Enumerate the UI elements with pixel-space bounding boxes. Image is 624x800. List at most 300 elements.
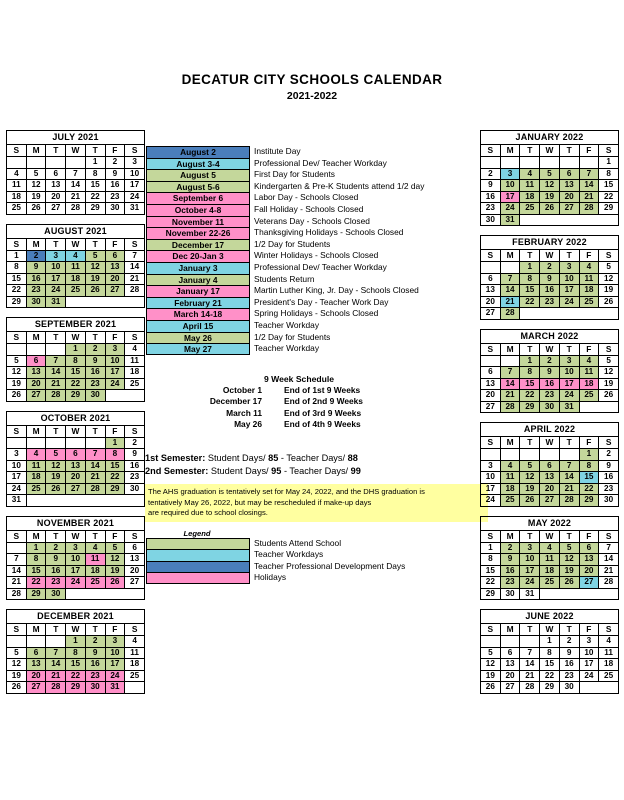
week-row xyxy=(481,355,619,367)
day-cell: 11 xyxy=(66,262,86,274)
day-cell: 10 xyxy=(105,647,125,659)
key-date-swatch: May 26 xyxy=(146,332,250,344)
day-cell: 1 xyxy=(105,437,125,449)
day-cell: 6 xyxy=(481,273,501,285)
week-row xyxy=(481,214,619,226)
legend-row xyxy=(146,538,480,550)
key-date-swatch: December 17 xyxy=(146,239,250,251)
day-of-week-header: S xyxy=(7,425,27,437)
day-cell: 3 xyxy=(500,168,520,180)
day-cell: 21 xyxy=(46,670,66,682)
day-cell: 20 xyxy=(500,670,520,682)
center-column xyxy=(146,130,480,584)
key-date-swatch: January 4 xyxy=(146,274,250,286)
day-cell: 14 xyxy=(559,472,579,484)
day-of-week-header: S xyxy=(481,437,501,449)
key-date-swatch: November 11 xyxy=(146,216,250,228)
empty-day-cell xyxy=(520,308,540,320)
day-of-week-header: S xyxy=(481,624,501,636)
day-cell: 8 xyxy=(85,168,105,180)
empty-day-cell xyxy=(7,437,27,449)
day-cell: 23 xyxy=(559,670,579,682)
week-row xyxy=(7,168,145,180)
empty-day-cell xyxy=(46,157,66,169)
day-cell: 22 xyxy=(540,670,560,682)
legend-row xyxy=(146,549,480,561)
week-row xyxy=(7,285,145,297)
empty-day-cell xyxy=(85,437,105,449)
day-cell: 26 xyxy=(481,682,501,694)
day-cell: 11 xyxy=(26,460,46,472)
day-cell: 4 xyxy=(599,636,619,648)
day-cell: 18 xyxy=(125,659,145,671)
day-cell: 2 xyxy=(85,636,105,648)
day-of-week-header: M xyxy=(26,145,46,157)
day-cell: 24 xyxy=(7,483,27,495)
day-cell: 13 xyxy=(26,367,46,379)
day-cell: 4 xyxy=(26,449,46,461)
day-cell: 1 xyxy=(520,355,540,367)
day-cell: 3 xyxy=(559,262,579,274)
day-cell: 12 xyxy=(85,262,105,274)
day-cell: 24 xyxy=(125,191,145,203)
day-cell: 9 xyxy=(500,554,520,566)
day-of-week-header: T xyxy=(46,530,66,542)
day-cell: 19 xyxy=(105,565,125,577)
day-cell: 9 xyxy=(540,367,560,379)
legend-color-swatch xyxy=(146,572,250,584)
day-of-week-header: S xyxy=(7,530,27,542)
day-cell: 5 xyxy=(105,542,125,554)
day-cell: 2 xyxy=(599,449,619,461)
day-cell: 5 xyxy=(540,168,560,180)
day-cell: 22 xyxy=(481,577,501,589)
day-cell: 27 xyxy=(579,577,599,589)
day-cell: 24 xyxy=(500,203,520,215)
day-cell: 12 xyxy=(599,367,619,379)
day-of-week-header: T xyxy=(85,624,105,636)
day-cell: 12 xyxy=(540,180,560,192)
day-cell: 16 xyxy=(559,659,579,671)
day-of-week-header: W xyxy=(540,250,560,262)
day-cell: 3 xyxy=(520,542,540,554)
day-cell: 30 xyxy=(85,682,105,694)
day-cell: 28 xyxy=(85,483,105,495)
day-of-week-header: S xyxy=(125,332,145,344)
day-cell: 24 xyxy=(559,390,579,402)
day-cell: 19 xyxy=(46,472,66,484)
day-of-week-header: M xyxy=(26,530,46,542)
day-cell: 2 xyxy=(46,542,66,554)
empty-day-cell xyxy=(520,636,540,648)
day-of-week-header: T xyxy=(85,145,105,157)
day-cell: 6 xyxy=(540,460,560,472)
key-description: Thanksgiving Holidays - Schools Closed xyxy=(254,227,404,238)
day-cell: 11 xyxy=(125,355,145,367)
empty-day-cell xyxy=(579,157,599,169)
day-cell: 5 xyxy=(481,647,501,659)
day-of-week-header: W xyxy=(540,145,560,157)
day-of-week-header: S xyxy=(125,145,145,157)
day-cell: 23 xyxy=(125,472,145,484)
day-cell: 11 xyxy=(500,472,520,484)
key-row xyxy=(146,181,480,193)
empty-day-cell xyxy=(579,682,599,694)
legend-label: Legend xyxy=(183,528,211,538)
day-of-week-header: F xyxy=(105,624,125,636)
nine-week-rows xyxy=(146,385,480,431)
day-cell: 1 xyxy=(26,542,46,554)
week-row xyxy=(7,682,145,694)
nine-week-description: End of 4th 9 Weeks xyxy=(284,418,361,429)
day-cell: 30 xyxy=(105,203,125,215)
day-cell: 30 xyxy=(481,214,501,226)
day-of-week-header: F xyxy=(105,145,125,157)
day-cell: 1 xyxy=(540,636,560,648)
legend-color-swatch xyxy=(146,538,250,550)
day-cell: 4 xyxy=(579,262,599,274)
day-cell: 5 xyxy=(26,168,46,180)
week-row xyxy=(481,367,619,379)
day-cell: 6 xyxy=(66,449,86,461)
day-of-week-header: T xyxy=(559,437,579,449)
day-cell: 26 xyxy=(7,682,27,694)
day-cell: 25 xyxy=(26,483,46,495)
semester-teacher-days: 88 xyxy=(347,453,358,464)
empty-day-cell xyxy=(540,588,560,600)
day-cell: 28 xyxy=(66,203,86,215)
day-cell: 13 xyxy=(579,554,599,566)
day-cell: 6 xyxy=(481,367,501,379)
key-date-swatch: April 15 xyxy=(146,320,250,332)
day-of-week-header: S xyxy=(599,530,619,542)
day-cell: 5 xyxy=(7,355,27,367)
day-cell: 20 xyxy=(540,483,560,495)
empty-day-cell xyxy=(520,214,540,226)
day-cell: 25 xyxy=(125,378,145,390)
week-row xyxy=(481,203,619,215)
day-cell: 11 xyxy=(7,180,27,192)
legend-box xyxy=(146,529,480,584)
empty-day-cell xyxy=(500,636,520,648)
day-cell: 31 xyxy=(105,682,125,694)
empty-day-cell xyxy=(26,636,46,648)
key-row xyxy=(146,297,480,309)
key-row xyxy=(146,285,480,297)
empty-day-cell xyxy=(46,344,66,356)
day-cell: 9 xyxy=(540,273,560,285)
day-cell: 26 xyxy=(105,577,125,589)
legend-description: Teacher Workdays xyxy=(254,549,324,560)
nine-week-description: End of 1st 9 Weeks xyxy=(284,384,361,395)
semester-label: 1st Semester: xyxy=(145,453,206,464)
day-cell: 27 xyxy=(105,285,125,297)
day-of-week-header: F xyxy=(105,425,125,437)
empty-day-cell xyxy=(559,157,579,169)
nine-week-date: December 17 xyxy=(209,396,262,407)
day-cell: 18 xyxy=(66,273,86,285)
day-cell: 30 xyxy=(125,483,145,495)
day-cell: 27 xyxy=(559,203,579,215)
day-cell: 17 xyxy=(7,472,27,484)
empty-day-cell xyxy=(46,437,66,449)
day-cell: 15 xyxy=(481,565,501,577)
week-row xyxy=(481,542,619,554)
day-cell: 17 xyxy=(579,659,599,671)
day-cell: 7 xyxy=(46,355,66,367)
key-date-swatch: November 22-26 xyxy=(146,227,250,239)
day-cell: 28 xyxy=(559,495,579,507)
empty-day-cell xyxy=(579,588,599,600)
day-cell: 16 xyxy=(125,460,145,472)
day-cell: 14 xyxy=(579,180,599,192)
day-cell: 28 xyxy=(46,390,66,402)
empty-day-cell xyxy=(599,588,619,600)
week-row xyxy=(7,636,145,648)
graduation-note-line-2: tentatively May 26, 2022, but may be rescheduled if make-up days xyxy=(148,497,372,507)
day-of-week-header: T xyxy=(46,332,66,344)
empty-day-cell xyxy=(599,308,619,320)
key-row xyxy=(146,274,480,286)
day-of-week-header: F xyxy=(105,530,125,542)
day-cell: 1 xyxy=(520,262,540,274)
day-cell: 24 xyxy=(520,577,540,589)
day-of-week-header: M xyxy=(500,145,520,157)
nine-week-description: End of 2nd 9 Weeks xyxy=(284,396,363,407)
day-cell: 31 xyxy=(500,214,520,226)
empty-day-cell xyxy=(85,588,105,600)
key-date-swatch: Dec 20-Jan 3 xyxy=(146,250,250,262)
day-cell: 21 xyxy=(520,670,540,682)
empty-day-cell xyxy=(66,495,86,507)
day-cell: 13 xyxy=(46,180,66,192)
month-calendar xyxy=(6,224,145,309)
key-row xyxy=(146,204,480,216)
day-of-week-header: M xyxy=(26,332,46,344)
day-cell: 20 xyxy=(125,565,145,577)
day-cell: 23 xyxy=(85,378,105,390)
day-cell: 5 xyxy=(520,460,540,472)
week-row xyxy=(481,285,619,297)
day-cell: 2 xyxy=(26,250,46,262)
day-cell: 14 xyxy=(7,565,27,577)
day-cell: 7 xyxy=(500,273,520,285)
legend-row xyxy=(146,561,480,573)
day-of-week-header: M xyxy=(500,624,520,636)
empty-day-cell xyxy=(7,636,27,648)
right-month-column xyxy=(480,130,620,703)
day-cell: 18 xyxy=(500,483,520,495)
day-cell: 29 xyxy=(540,682,560,694)
day-cell: 15 xyxy=(520,285,540,297)
day-of-week-header: T xyxy=(559,530,579,542)
empty-day-cell xyxy=(125,682,145,694)
day-cell: 3 xyxy=(559,355,579,367)
day-of-week-header: S xyxy=(7,624,27,636)
empty-day-cell xyxy=(500,449,520,461)
day-of-week-header: S xyxy=(599,437,619,449)
day-cell: 27 xyxy=(481,401,501,413)
day-cell: 26 xyxy=(26,203,46,215)
empty-day-cell xyxy=(559,308,579,320)
day-of-week-header: S xyxy=(481,530,501,542)
day-cell: 18 xyxy=(579,378,599,390)
day-cell: 10 xyxy=(105,355,125,367)
day-of-week-header: W xyxy=(540,343,560,355)
day-cell: 10 xyxy=(481,472,501,484)
day-cell: 24 xyxy=(481,495,501,507)
week-row xyxy=(7,472,145,484)
day-cell: 18 xyxy=(579,285,599,297)
nine-week-date: May 26 xyxy=(234,418,262,429)
day-of-week-header: S xyxy=(599,343,619,355)
day-of-week-header: M xyxy=(26,624,46,636)
day-of-week-header: S xyxy=(7,145,27,157)
week-row xyxy=(481,460,619,472)
day-cell: 10 xyxy=(46,262,66,274)
day-cell: 26 xyxy=(540,203,560,215)
day-cell: 5 xyxy=(559,542,579,554)
day-cell: 14 xyxy=(125,262,145,274)
week-row xyxy=(481,308,619,320)
day-cell: 7 xyxy=(520,647,540,659)
day-cell: 1 xyxy=(85,157,105,169)
day-cell: 7 xyxy=(46,647,66,659)
day-cell: 26 xyxy=(599,296,619,308)
key-row xyxy=(146,158,480,170)
day-cell: 16 xyxy=(85,367,105,379)
graduation-note xyxy=(145,484,488,521)
day-cell: 2 xyxy=(540,262,560,274)
day-cell: 21 xyxy=(85,472,105,484)
day-cell: 28 xyxy=(599,577,619,589)
day-cell: 8 xyxy=(66,355,86,367)
day-cell: 31 xyxy=(125,203,145,215)
day-cell: 13 xyxy=(540,472,560,484)
title-block xyxy=(0,0,624,102)
day-cell: 26 xyxy=(599,390,619,402)
day-cell: 13 xyxy=(559,180,579,192)
day-of-week-header: W xyxy=(66,145,86,157)
empty-day-cell xyxy=(105,588,125,600)
day-cell: 16 xyxy=(85,659,105,671)
day-cell: 12 xyxy=(481,659,501,671)
empty-day-cell xyxy=(579,401,599,413)
week-row xyxy=(481,180,619,192)
month-calendar xyxy=(6,411,145,507)
key-description: President's Day - Teacher Work Day xyxy=(254,296,389,307)
day-cell: 20 xyxy=(66,472,86,484)
key-description: Institute Day xyxy=(254,146,301,156)
day-cell: 28 xyxy=(500,308,520,320)
empty-day-cell xyxy=(125,588,145,600)
week-row xyxy=(481,449,619,461)
empty-day-cell xyxy=(46,495,66,507)
day-cell: 22 xyxy=(85,191,105,203)
empty-day-cell xyxy=(520,157,540,169)
key-row xyxy=(146,262,480,274)
empty-day-cell xyxy=(500,355,520,367)
day-cell: 5 xyxy=(599,262,619,274)
day-cell: 29 xyxy=(26,588,46,600)
key-description: Professional Dev/ Teacher Workday xyxy=(254,157,387,168)
day-of-week-header: F xyxy=(579,530,599,542)
day-of-week-header: M xyxy=(500,530,520,542)
day-cell: 21 xyxy=(125,273,145,285)
day-cell: 24 xyxy=(105,378,125,390)
day-cell: 25 xyxy=(7,203,27,215)
day-of-week-header: M xyxy=(500,343,520,355)
day-cell: 27 xyxy=(481,308,501,320)
day-cell: 11 xyxy=(599,647,619,659)
day-of-week-header: W xyxy=(66,238,86,250)
day-cell: 6 xyxy=(46,168,66,180)
empty-day-cell xyxy=(599,214,619,226)
legend-color-swatch xyxy=(146,549,250,561)
empty-day-cell xyxy=(125,495,145,507)
day-cell: 13 xyxy=(105,262,125,274)
week-row xyxy=(7,296,145,308)
day-cell: 4 xyxy=(66,250,86,262)
day-of-week-header: F xyxy=(105,238,125,250)
week-row xyxy=(7,588,145,600)
day-cell: 9 xyxy=(599,460,619,472)
legend-color-swatch xyxy=(146,561,250,573)
left-month-column xyxy=(6,130,146,703)
day-cell: 6 xyxy=(125,542,145,554)
day-cell: 15 xyxy=(7,273,27,285)
week-row xyxy=(7,390,145,402)
day-cell: 7 xyxy=(66,168,86,180)
day-cell: 8 xyxy=(579,460,599,472)
day-cell: 28 xyxy=(579,203,599,215)
day-cell: 13 xyxy=(500,659,520,671)
semester-student-days: 85 xyxy=(268,453,279,464)
day-cell: 14 xyxy=(85,460,105,472)
empty-day-cell xyxy=(481,449,501,461)
day-cell: 20 xyxy=(26,670,46,682)
empty-day-cell xyxy=(559,449,579,461)
day-cell: 15 xyxy=(540,659,560,671)
week-row xyxy=(481,168,619,180)
day-cell: 16 xyxy=(540,378,560,390)
day-cell: 19 xyxy=(599,378,619,390)
day-cell: 26 xyxy=(559,577,579,589)
day-of-week-header: S xyxy=(7,332,27,344)
empty-day-cell xyxy=(7,157,27,169)
key-description: Fall Holiday - Schools Closed xyxy=(254,203,364,214)
day-cell: 1 xyxy=(7,250,27,262)
nine-week-row xyxy=(146,408,480,419)
day-cell: 18 xyxy=(125,367,145,379)
day-cell: 18 xyxy=(85,565,105,577)
day-cell: 17 xyxy=(46,273,66,285)
day-cell: 10 xyxy=(559,273,579,285)
day-cell: 7 xyxy=(579,168,599,180)
semester-line: 1st Semester: Student Days/ 85 - Teacher Days/ 88 xyxy=(145,453,358,464)
day-cell: 22 xyxy=(26,577,46,589)
day-cell: 22 xyxy=(520,390,540,402)
key-description: Veterans Day - Schools Closed xyxy=(254,215,370,226)
day-cell: 21 xyxy=(579,191,599,203)
empty-day-cell xyxy=(105,495,125,507)
day-cell: 9 xyxy=(559,647,579,659)
day-cell: 22 xyxy=(66,378,86,390)
day-cell: 13 xyxy=(66,460,86,472)
day-cell: 12 xyxy=(7,659,27,671)
day-cell: 7 xyxy=(500,367,520,379)
month-title: MARCH 2022 xyxy=(481,329,619,343)
